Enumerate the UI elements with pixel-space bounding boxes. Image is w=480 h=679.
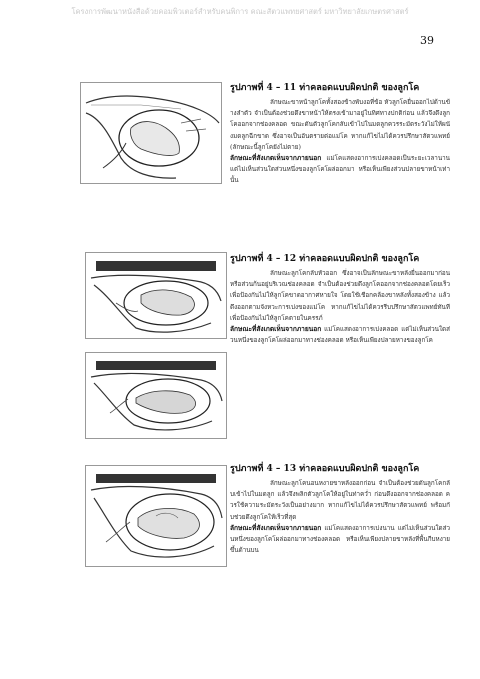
delivery-paragraph [230,324,450,346]
figure-4-12-illustration-b [85,352,227,439]
section-title: รูปภาพที่ 4 – 12 ท่าคลอดแบบผิดปกติ ของลูกโค [230,254,420,264]
delivery-subtitle: ลักษณะที่สังเกตเห็นจากภายนอก [230,325,322,334]
section-4-11 [230,82,450,187]
section-paragraph: ลักษณะลูกโคกลับหัวออก ซึ่งอาจเป็นลักษณะขาหลังยื่นออกมาก่อน หรือส่วนก้นอยู่บริเวณช่องคลอด จำเป็นต้องช่วยดึงลูกโคออกจากช่องคลอดโดยเร็ว เพื่อป้องกันไม่ให้ลูกโคขาดอากาศหายใจ โดยใช้เชือกคล้องขาหลังทั้งสองข้าง แล้วดึงออกตามจังหวะการเบ่งของแม่โค หากแก้ไขไม่ได้ควรรีบปรึกษาสัตวแพทย์ทันที เพื่อป้องกันไม่ให้ลูกโคตายในครรภ์ [230,270,450,322]
watermark-header: โครงการพัฒนาหนังสือด้วยคอมพิวเตอร์สำหรับคนพิการ คณะสัตวแพทยศาสตร์ มหาวิทยาลัยเกษตรศาสตร์ [71,7,409,16]
section-paragraph: ลักษณะลูกโคนอนหงายขาหลังออกก่อน จำเป็นต้องช่วยดันลูกโคกลับเข้าไปในมดลูก แล้วจึงพลิกตัวลูกโคให้อยู่ในท่าคว่ำ ก่อนดึงออกจากช่องคลอด ควรใช้ความระมัดระวังเป็นอย่างมาก หากแก้ไขไม่ได้ควรปรึกษาสัตวแพทย์ พร้อมกับช่วยดึงลูกโคให้เร็วที่สุด [230,480,450,521]
section-4-12 [230,253,450,346]
figure-4-13-illustration [85,465,227,567]
section-title: รูปภาพที่ 4 – 11 ท่าคลอดแบบผิดปกติ ของลูกโค [230,83,420,93]
delivery-text: แม่โคแสดงอาการเบ่งคลอดเป็นระยะเวลานาน แต่ไม่เห็นส่วนใดส่วนหนึ่งของลูกโคโผล่ออกมา หรือเห็นเพียงส่วนปลายขาหน้าเท่านั้น [230,155,450,185]
delivery-text: แม่โคแสดงอาการเบ่งคลอด แต่ไม่เห็นส่วนใดส่วนหนึ่งของลูกโคโผล่ออกมาทางช่องคลอด หรือเห็นเพียงปลายหางของลูกโค [230,326,450,345]
delivery-text: แม่โคแสดงอาการเบ่งนาน แต่ไม่เห็นส่วนใดส่วนหนึ่งของลูกโคโผล่ออกมาทางช่องคลอด หรือเห็นเพียงปลายขาหลังที่พื้นกีบหงายขึ้นด้านบน [230,524,450,555]
page-number: 39 [420,34,434,47]
delivery-subtitle: ลักษณะที่สังเกตเห็นจากภายนอก [230,523,322,532]
section-paragraph: ลักษณะขาหน้าลูกโคทั้งสองข้างพับงอที่ข้อ หัวลูกโคยื่นออกไปด้านข้างลำตัว จำเป็นต้องช่วยดึงขาหน้าให้ตรงเข้ามาอยู่ในทิศทางปกติก่อน แล้วจึงดึงลูกโคออกจากช่องคลอด ขณะดันตัวลูกโคกลับเข้าไปในมดลูกควรระมัดระวังไม่ให้ผนังมดลูกฉีกขาด ซึ่งอาจเป็นอันตรายต่อแม่โค หากแก้ไขไม่ได้ควรปรึกษาสัตวแพทย์ (ลักษณะนี้ลูกโคยังไม่ตาย) [230,99,450,151]
delivery-paragraph [230,153,450,187]
figure-4-11-illustration [80,82,222,184]
delivery-paragraph [230,523,450,557]
section-4-13 [230,463,450,556]
figure-4-12-illustration-a [85,252,227,339]
delivery-subtitle: ลักษณะที่สังเกตเห็นจากภายนอก [230,154,322,163]
section-title: รูปภาพที่ 4 – 13 ท่าคลอดแบบผิดปกติ ของลูกโค [230,464,420,474]
